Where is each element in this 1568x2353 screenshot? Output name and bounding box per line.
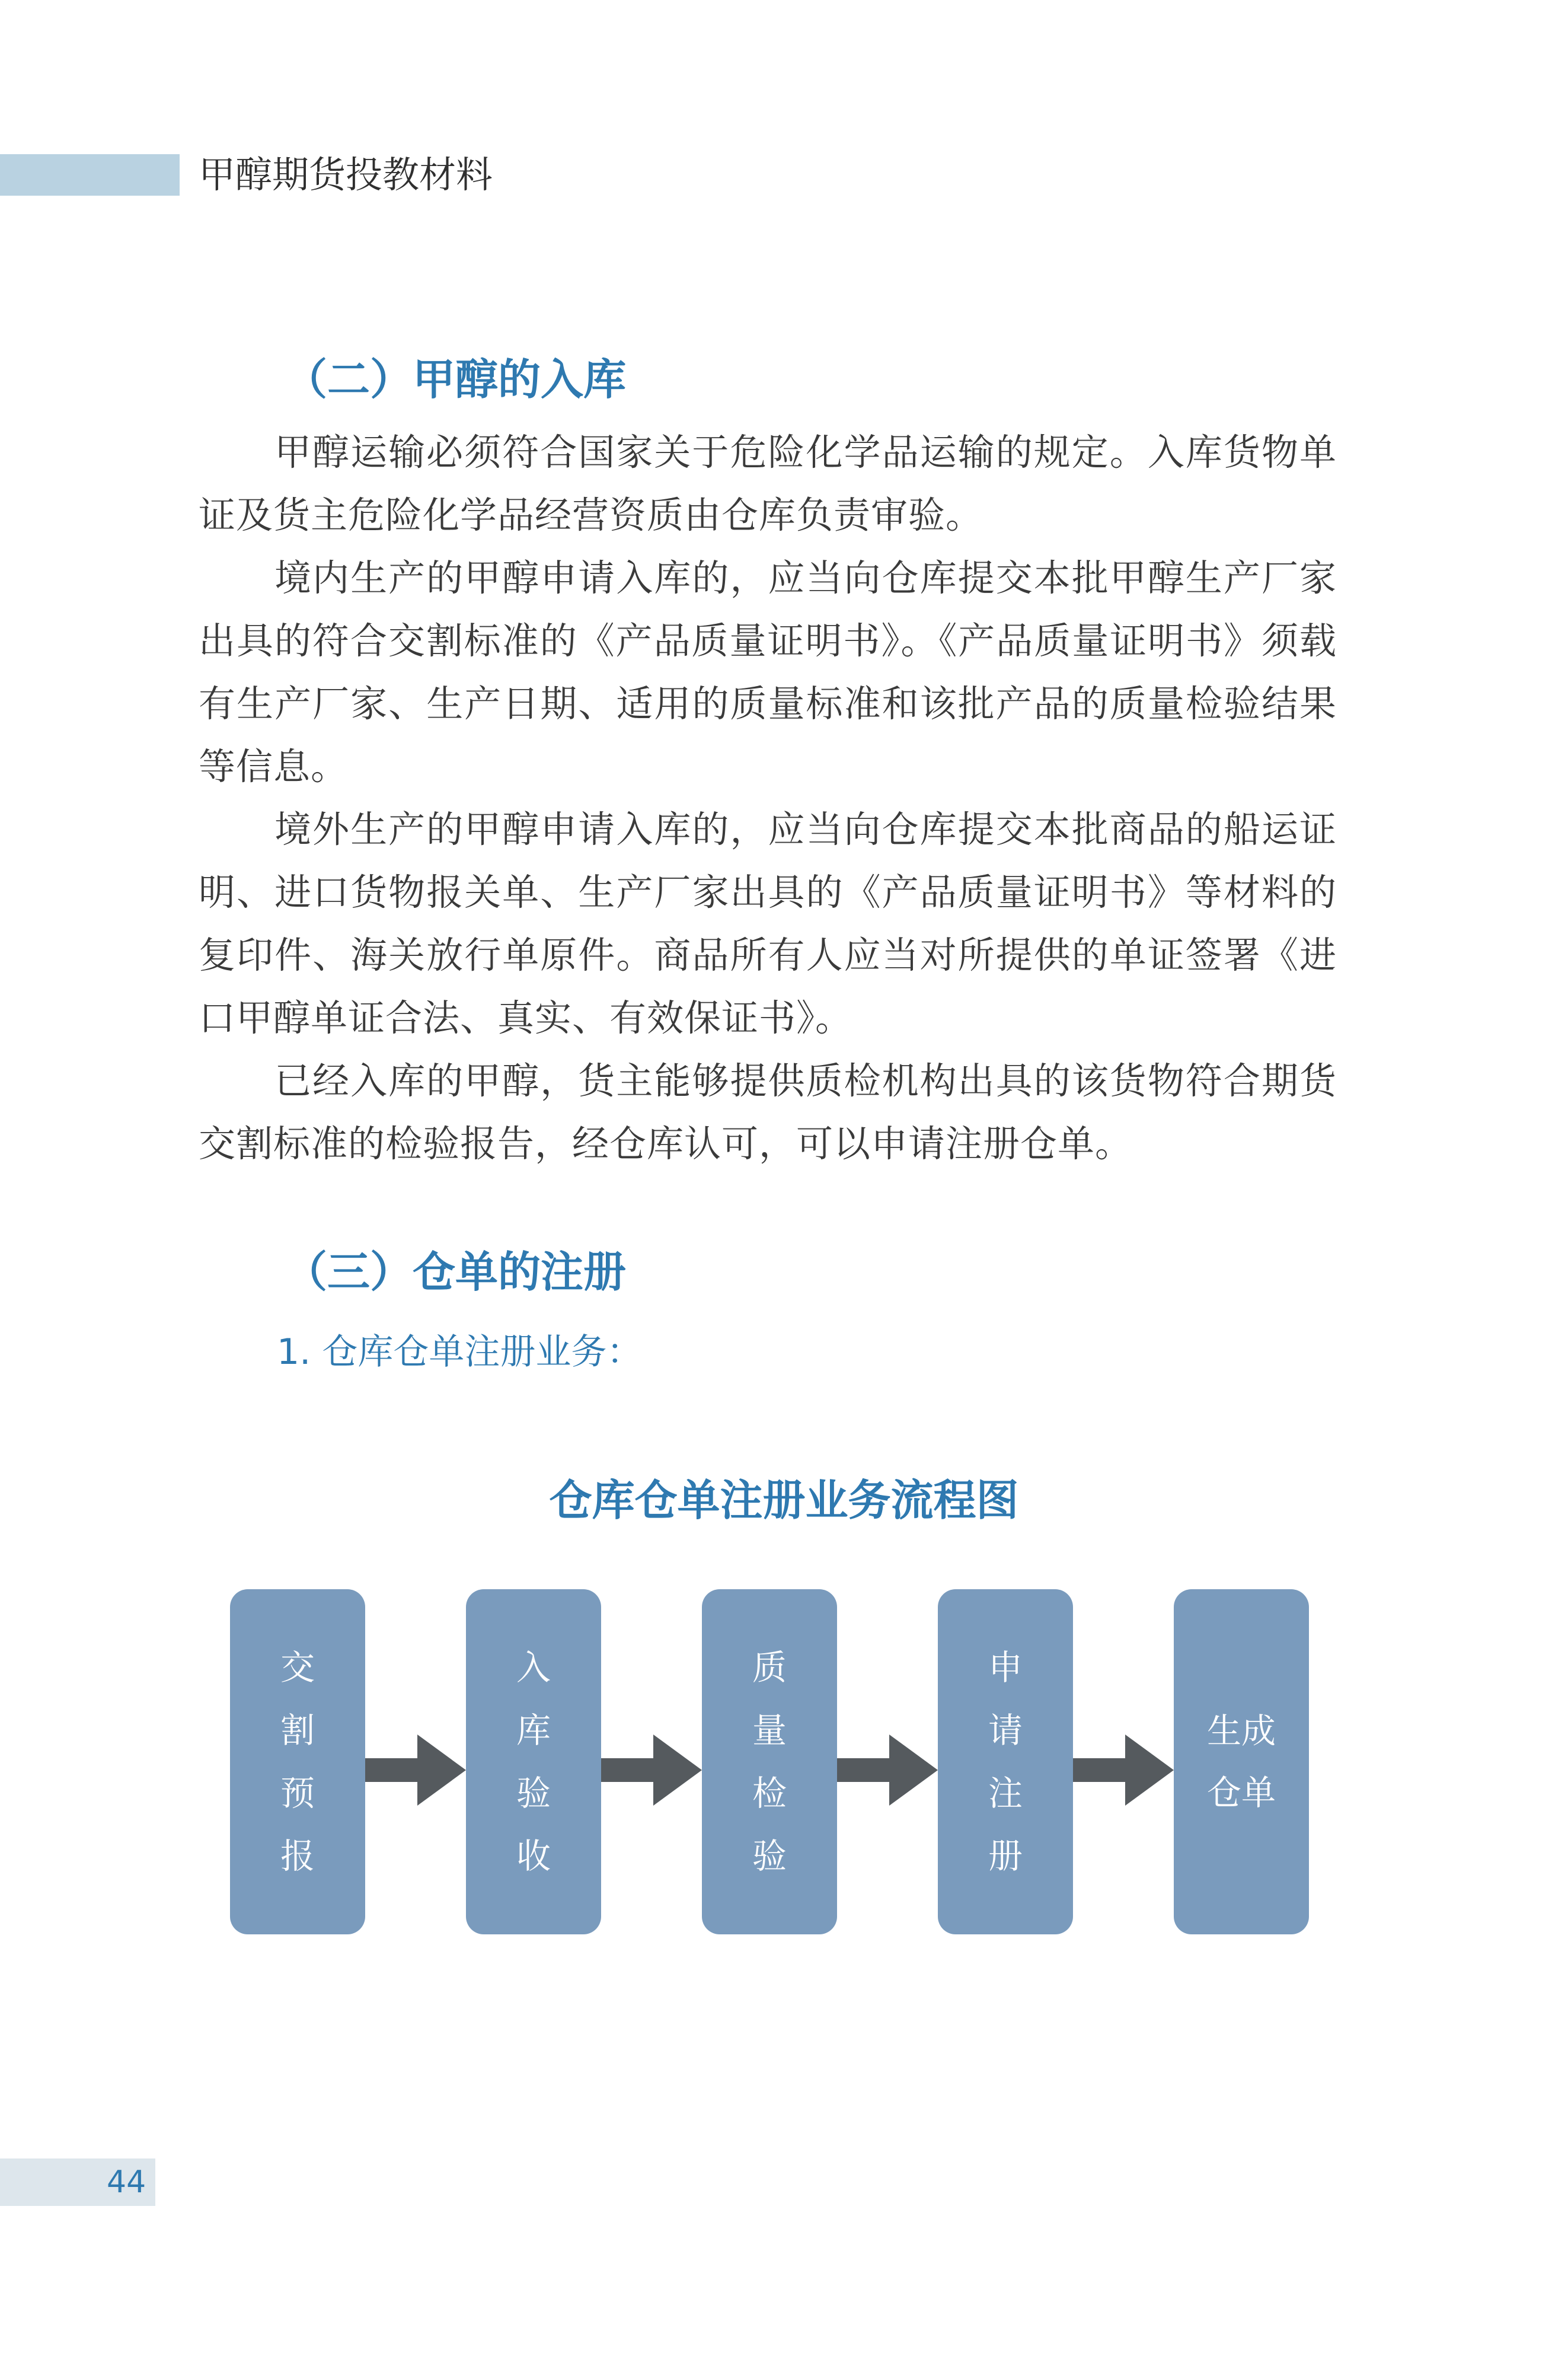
- flow-step-label: 质量检验: [752, 1647, 787, 1876]
- section-heading-warehousing: （二）甲醇的入库: [285, 355, 627, 404]
- flow-step-inbound-inspection: [466, 1589, 601, 1934]
- flow-step-label: 生成仓单: [1206, 1711, 1276, 1813]
- right-arrow-icon: [837, 1735, 938, 1806]
- paragraph: 已经入库的甲醇，货主能够提供质检机构出具的该货物符合期货交割标准的检验报告，经仓库认可，可以申请注册仓单。: [199, 1059, 1337, 1165]
- header-title: 甲醇期货投教材料: [199, 153, 493, 196]
- paragraph: 境外生产的甲醇申请入库的，应当向仓库提交本批商品的船运证明、进口货物报关单、生产厂家出具的《产品质量证明书》等材料的复印件、海关放行单原件。商品所有人应当对所提供的单证签署《进口甲醇单证合法、真实、有效保证书》。: [199, 808, 1337, 1040]
- paragraph: 境内生产的甲醇申请入库的，应当向仓库提交本批甲醇生产厂家出具的符合交割标准的《产品质量证明书》。《产品质量证明书》须载有生产厂家、生产日期、适用的质量标准和该批产品的质量检验结果等信息。: [199, 556, 1337, 788]
- section-body-warehousing: [199, 421, 1337, 1175]
- flow-step-delivery-forecast: [230, 1589, 365, 1934]
- flow-step-label: 申请注册: [988, 1647, 1023, 1876]
- sub-heading-warehouse-registration: 1. 仓库仓单注册业务：: [277, 1331, 643, 1373]
- flow-step-quality-inspection: [702, 1589, 837, 1934]
- right-arrow-icon: [601, 1735, 702, 1806]
- section-heading-registration: （三）仓单的注册: [285, 1247, 627, 1297]
- flow-step-label: 交割预报: [280, 1647, 315, 1876]
- right-arrow-icon: [1073, 1735, 1174, 1806]
- flow-step-label: 入库验收: [516, 1647, 551, 1876]
- page-number: 44: [107, 2164, 146, 2200]
- flow-step-generate-receipt: [1174, 1589, 1309, 1934]
- flow-step-apply-registration: [938, 1589, 1073, 1934]
- paragraph: 甲醇运输必须符合国家关于危险化学品运输的规定。入库货物单证及货主危险化学品经营资质由仓库负责审验。: [199, 431, 1337, 537]
- right-arrow-icon: [365, 1735, 466, 1806]
- flowchart-title: 仓库仓单注册业务流程图: [549, 1475, 1019, 1525]
- header-accent-bar: [0, 154, 180, 196]
